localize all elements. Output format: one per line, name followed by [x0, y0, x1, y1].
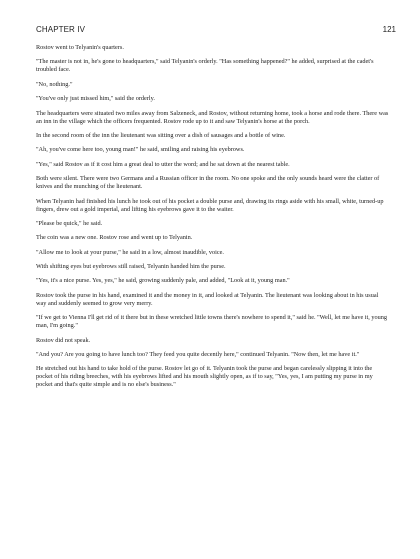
- paragraph: "No, nothing.": [36, 80, 73, 88]
- paragraph: "You've only just missed him," said the orderly.: [36, 95, 155, 103]
- body-text: [36, 44, 389, 396]
- paragraph: Both were silent. There were two Germans and a Russian officer in the room. No one spoke and the only sounds heard were the clatter of knives and the munching of the lieutenant.: [36, 175, 380, 191]
- paragraph: With shifting eyes but eyebrows still raised, Telyanin handed him the purse.: [36, 263, 226, 271]
- chapter-heading: CHAPTER IV: [36, 25, 86, 34]
- paragraph: Rostov went to Telyanin's quarters.: [36, 44, 124, 51]
- paragraph: "Yes," said Rostov as if it cost him a great deal to utter the word; and he sat down at the nearest table.: [36, 160, 290, 168]
- paragraph: "Ah, you've come here too, young man!" he said, smiling and raising his eyebrows.: [36, 146, 245, 154]
- paragraph: He stretched out his hand to take hold of the purse. Rostov let go of it. Telyanin took the purse and began carelessly slipping it into the pocket of his riding breeches, with his eyebrows lifted and his mouth slightly open, as if to say, "Yes, yes, I am putting my purse in my pocket and that's quite simple and is no else's business.": [36, 365, 373, 389]
- paragraph: Rostov did not speak.: [36, 336, 91, 344]
- paragraph: "Yes, it's a nice purse. Yes, yes," he said, growing suddenly pale, and added, "Look at it, young man.": [36, 277, 290, 285]
- paragraph: "Allow me to look at your purse," he said in a low, almost inaudible, voice.: [36, 248, 224, 256]
- paragraph: "Please be quick," he said.: [36, 219, 103, 227]
- paragraph: The coin was a new one. Rostov rose and went up to Telyanin.: [36, 234, 193, 242]
- paragraph: "And you? Are you going to have lunch too? They feed you quite decently here," continued Telyanin. "Now then, let me have it.": [36, 351, 360, 359]
- paragraph: When Telyanin had finished his lunch he took out of his pocket a double purse and, drawing its rings aside with his small, white, turned-up fingers, drew out a gold imperial, and lifting his eyebrows gave it to the waiter.: [36, 197, 384, 213]
- paragraph: "If we get to Vienna I'll get rid of it there but in these wretched little towns there's nowhere to spend it," said he. "Well, let me have it, young man, I'm going.": [36, 314, 388, 330]
- paragraph: In the second room of the inn the lieutenant was sitting over a dish of sausages and a bottle of wine.: [36, 131, 286, 139]
- paragraph: Rostov took the purse in his hand, examined it and the money in it, and looked at Telyanin. The lieutenant was looking about in his usual way and suddenly seemed to grow very merry.: [36, 291, 379, 307]
- running-header: [36, 25, 396, 37]
- paragraph: "The master is not in, he's gone to headquarters," said Telyanin's orderly. "Has something happened?" he added, surprised at the cadet's troubled face.: [36, 58, 374, 74]
- page-number: 121: [382, 25, 396, 34]
- paragraph: The headquarters were situated two miles away from Salzeneck, and Rostov, without returning home, took a horse and rode there. There was an inn in the village which the officers frequented. Rostov rode up to it and saw Telyanin's horse at the porch.: [36, 109, 389, 125]
